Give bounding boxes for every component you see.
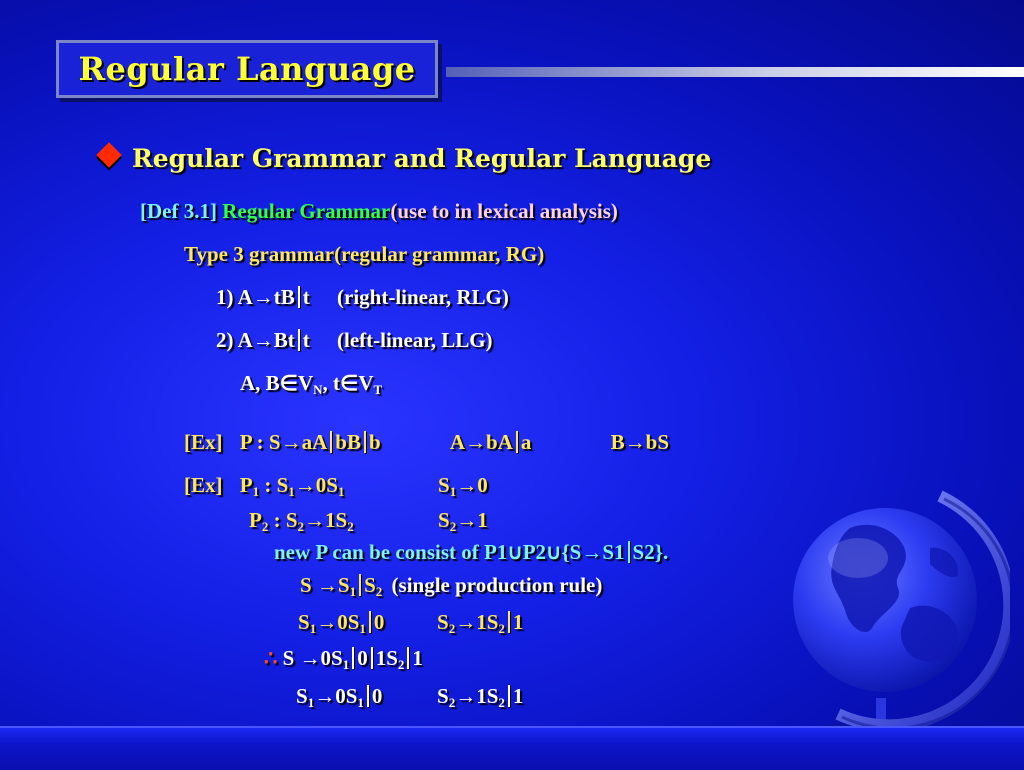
alt-bar (298, 329, 300, 351)
ex2-p2-to: →1S (304, 508, 348, 532)
ex1-alt-bB: bB (335, 430, 361, 454)
ex1-a-rule: A→bA (449, 430, 513, 454)
sub: 2 (297, 519, 305, 534)
ex2-p1-r2: S (438, 473, 450, 497)
ex1-a-alt: a (520, 430, 532, 454)
def-tag: [Def 3.1] (140, 199, 217, 223)
alt-bar (516, 431, 518, 453)
ex2-p2-r2: S (438, 508, 450, 532)
alt-bar (371, 647, 373, 669)
alt-bar (407, 647, 409, 669)
rw-a-alt: 0 (371, 684, 383, 708)
definition-line (140, 199, 618, 224)
sub: 1 (357, 695, 364, 710)
ex1-b-rule: B→bS (610, 430, 670, 454)
title-underline-bar (446, 67, 1024, 77)
ex2-p1-rule2 (438, 473, 488, 498)
ry-a-alt: 0 (373, 610, 385, 634)
def-note: (use to in lexical analysis) (390, 199, 618, 223)
rule1-suffix: t (302, 285, 310, 309)
rule2-desc: (left-linear, LLG) (337, 328, 493, 352)
new-p-tail: S2}. (632, 540, 669, 564)
rule1-desc: (right-linear, RLG) (337, 285, 509, 309)
sub: 1 (307, 695, 315, 710)
alt-bar (367, 685, 369, 707)
sub: 2 (397, 657, 405, 672)
rule2-suffix: t (302, 328, 310, 352)
th-alt2: 1S (375, 646, 398, 670)
example2-line2 (249, 508, 488, 534)
sub: 1 (252, 484, 260, 499)
derived-rules-white (296, 684, 524, 710)
sets-nonterminal: A, B∈V (240, 371, 314, 395)
sub: 1 (337, 484, 345, 499)
sets-n-sub: N (313, 382, 323, 397)
rw-b: S (437, 684, 449, 708)
example2-line1 (184, 473, 488, 499)
th-alt1: 0 (357, 646, 368, 670)
rw-a: S (296, 684, 308, 708)
ex2-p2-rule2 (438, 508, 488, 533)
alt-bar (298, 286, 300, 308)
diamond-bullet-icon (96, 142, 121, 167)
ex2-tag: [Ex] (184, 473, 223, 497)
sets-terminal: , t∈V (322, 371, 374, 395)
ex2-p1: P (239, 473, 253, 497)
sub: 1 (342, 657, 350, 672)
rule2-prefix: 2) A→Bt (216, 328, 295, 352)
section-heading (100, 144, 711, 173)
type3-line: Type 3 grammar(regular grammar, RG) (184, 242, 545, 266)
symbol-sets-line (240, 371, 382, 396)
therefore-line (264, 646, 423, 671)
sub: 2 (448, 621, 456, 636)
sub: 1 (349, 584, 357, 599)
alt-bar (508, 685, 510, 707)
alt-bar (359, 574, 361, 596)
rule-right-linear (216, 285, 509, 310)
sub: 2 (448, 695, 456, 710)
sub: 1 (288, 484, 295, 499)
sub: 2 (498, 695, 505, 710)
alt-bar (352, 647, 354, 669)
sub: 2 (347, 519, 354, 534)
single-lead: S →S (300, 573, 350, 597)
alt-bar (364, 431, 366, 453)
new-p-text: new P can be consist of P1∪P2∪{S→S1 (274, 540, 625, 564)
ry-b-alt: 1 (512, 610, 524, 634)
ex1-production: P : S→aA (239, 430, 328, 454)
therefore-symbol: ∴ (264, 646, 278, 670)
title-box (56, 40, 438, 98)
alt-bar (508, 611, 510, 633)
ex1-tag: [Ex] (184, 430, 223, 454)
rw-b-to: →1S (455, 684, 499, 708)
globe-icon (780, 488, 1010, 738)
ex2-p2: P (249, 508, 262, 532)
new-p-line (274, 540, 668, 565)
ex2-p1-to: →0S (294, 473, 338, 497)
section-heading-text: Regular Grammar and Regular Language (132, 144, 712, 173)
ry-b: S (437, 610, 449, 634)
alt-bar (369, 611, 371, 633)
single-production-line (300, 573, 602, 598)
bottom-band (0, 726, 1024, 770)
sub: 1 (449, 484, 457, 499)
ex2-p1-rest: : S (259, 473, 289, 497)
single-note: (single production rule) (391, 573, 603, 597)
sub: 2 (498, 621, 505, 636)
ex2-p2-rest: : S (268, 508, 298, 532)
sub: 1 (309, 621, 317, 636)
sets-t-sub: T (373, 382, 383, 397)
rule-left-linear (216, 328, 493, 353)
sub: 1 (359, 621, 366, 636)
ry-a: S (298, 610, 310, 634)
alt-bar (330, 431, 332, 453)
ry-b-group (437, 610, 523, 635)
single-alt: S (364, 573, 376, 597)
ex1-alt-b: b (368, 430, 381, 454)
rw-a-to: →0S (314, 684, 358, 708)
sub: 2 (449, 519, 457, 534)
ry-a-to: →0S (316, 610, 360, 634)
sub: 2 (261, 519, 269, 534)
rw-b-group (437, 684, 523, 709)
th-alt3: 1 (412, 646, 423, 670)
ex2-p2-r2-to: →1 (456, 508, 488, 532)
alt-bar (628, 541, 630, 563)
sub: 2 (375, 584, 383, 599)
def-name: Regular Grammar (222, 199, 391, 223)
th-lead: S →0S (282, 646, 343, 670)
example1-line (184, 430, 669, 455)
ex2-p1-r2-to: →0 (456, 473, 488, 497)
ry-b-to: →1S (455, 610, 499, 634)
rw-b-alt: 1 (512, 684, 524, 708)
slide-title: Regular Language (78, 50, 416, 88)
rule1-prefix: 1) A→tB (216, 285, 295, 309)
derived-rules-yellow (298, 610, 524, 636)
